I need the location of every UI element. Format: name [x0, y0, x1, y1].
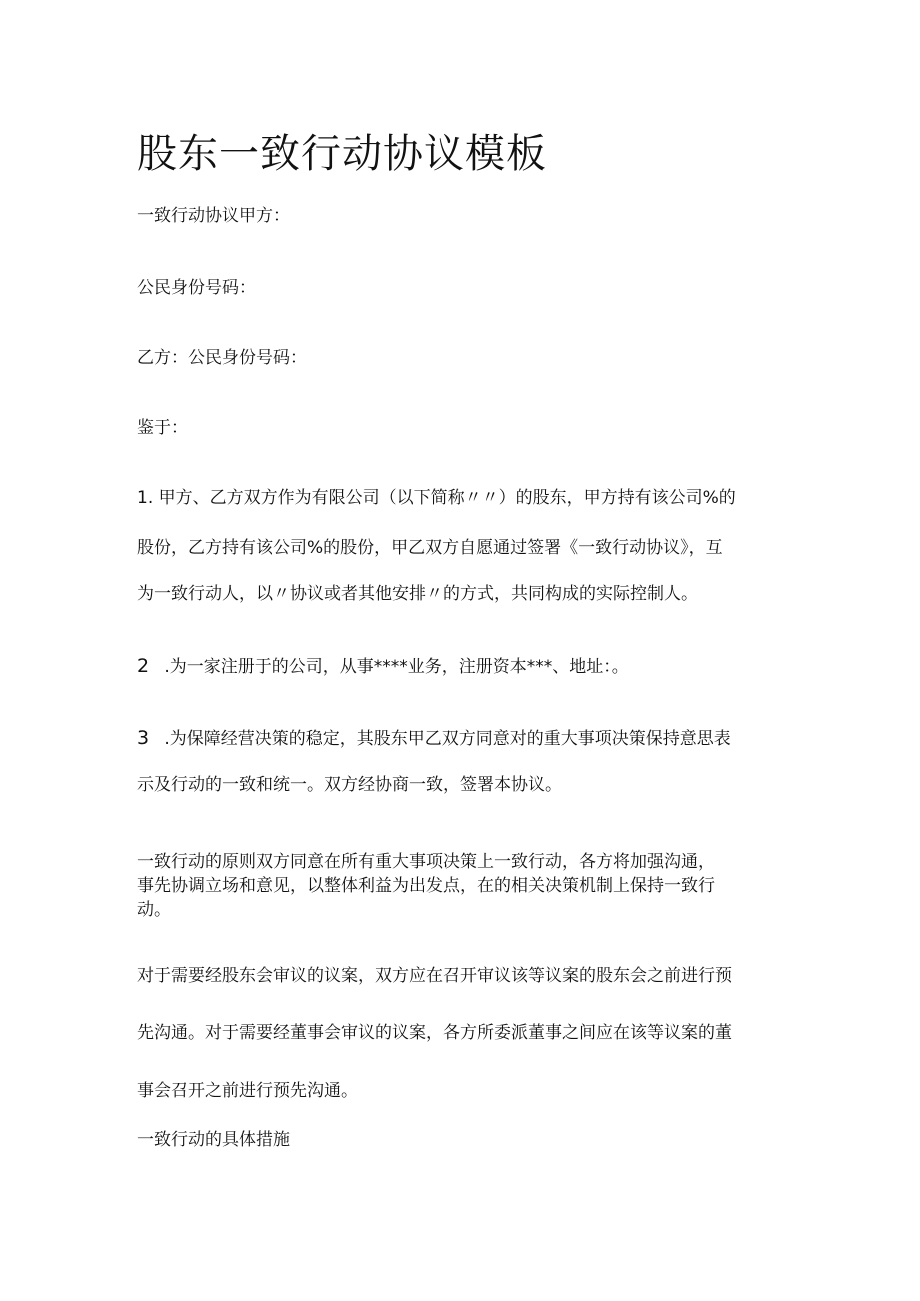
measures-heading: 一致行动的具体措施 — [137, 1130, 290, 1150]
principle-line-1: 一致行动的原则双方同意在所有重大事项决策上一致行动，各方将加强沟通， — [137, 852, 715, 872]
prior-line-2: 先沟通。对于需要经董事会审议的议案，各方所委派董事之间应在该等议案的董 — [137, 1023, 732, 1043]
item2-text: .为一家注册于的公司，从事****业务，注册资本***、地址：。 — [164, 657, 629, 677]
item1-line-2: 股份，乙方持有该公司%的股份，甲乙双方自愿通过签署《一致行动协议》，互 — [137, 538, 723, 558]
prior-line-3: 事会召开之前进行预先沟通。 — [137, 1081, 358, 1101]
prior-line-1: 对于需要经股东会审议的议案，双方应在召开审议该等议案的股东会之前进行预 — [137, 966, 732, 986]
item3-line-2: 示及行动的一致和统一。双方经协商一致，签署本协议。 — [137, 775, 562, 795]
party-a-line: 一致行动协议甲方： — [137, 206, 290, 226]
item2-number: 2 — [137, 655, 150, 677]
party-a-id-line: 公民身份号码： — [137, 278, 256, 298]
whereas-heading: 鉴于： — [137, 418, 188, 438]
item3-number: 3 — [137, 727, 150, 749]
document-title: 股东一致行动协议模板 — [137, 131, 547, 177]
item3-text: .为保障经营决策的稳定，其股东甲乙双方同意对的重大事项决策保持意思表 — [164, 729, 731, 749]
item3-line-1 — [137, 726, 797, 751]
principle-line-3: 动。 — [137, 900, 171, 920]
item2-line — [137, 654, 797, 679]
item1-line-1: 1. 甲方、乙方双方作为有限公司（以下简称〃〃）的股东，甲方持有该公司%的 — [137, 488, 736, 508]
party-b-line: 乙方：公民身份号码： — [137, 348, 307, 368]
item1-line-3: 为一致行动人，以〃协议或者其他安排〃的方式，共同构成的实际控制人。 — [137, 584, 698, 604]
principle-line-2: 事先协调立场和意见，以整体利益为出发点，在的相关决策机制上保持一致行 — [137, 876, 715, 896]
